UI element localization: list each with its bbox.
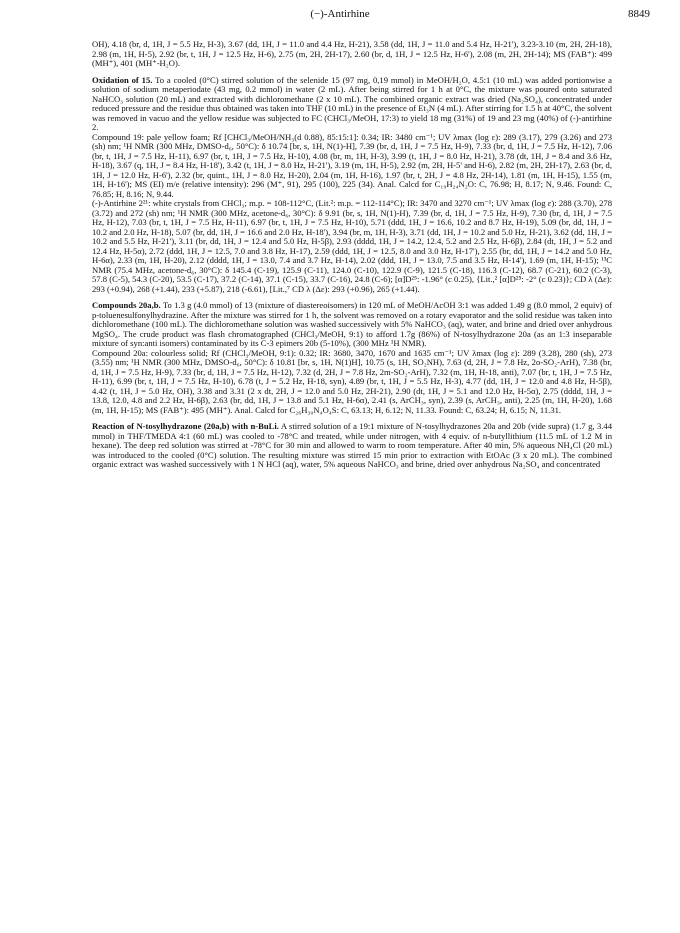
paragraph-text: To 1.3 g (4.0 mmol) of 13 (mixture of diastereoisomers) in 120 mL of MeOH/AcOH 3:1 was added 1.49 g (8.0 mmol, 2 equiv) of p-toluenesulfonylhydrazine. After the mixture was stirred for 1 h, the solvent was removed on a rotary evaporator and the solid residue was taken into dichloromethane (100 mL). The dichloromethane solution was washed successively with 5% NaHCO₃ (aq), water, and brine and dried over anhydrous MgSO₄. The crude product was flash chromatographed (CHCl₃/MeOH, 9:1) to afford 1.7g (86%) of N-tosylhydrazone 20a (as an 1:3 inseparable mixture of syn:anti isomers) contaminated by its C-3 epimers 20b (5-10%), (300 MHz ¹H NMR). bbox=[92, 300, 612, 348]
paragraph-compound-20a bbox=[92, 349, 612, 416]
paragraph-text: To a cooled (0°C) stirred solution of the selenide 15 (97 mg, 0,19 mmol) in MeOH/H₂O, 4.5:1 (10 mL) was added portionwise a solution of sodium metaperiodate (43 mg, 0.2 mmol) in water (2 mL). After being stirred for 1 h at 0°C, the mixture was poured onto saturated NaHCO₃ solution (20 mL) and extracted with dichloromethane (2 x 10 mL). The combined organic extract was dried (Na₂SO₄), concentrated under reduced pressure and the residue thus obtained was taken into THF (10 mL) in the presence of Et₃N (4 mL). After stirring for 1.5 h at 40°C, the solvent was removed in vacuo and the yellow residue was subjected to FC (CHCl₃/MeOH, 17:3) to yield 18 mg (31%) of 19 and 23 mg (40%) of (-)-antirhine 2. bbox=[92, 74, 612, 132]
paragraph-compounds-20ab bbox=[92, 301, 612, 349]
paragraph-oxidation-of-15 bbox=[92, 76, 612, 133]
paragraph-nmr-continuation bbox=[92, 40, 612, 69]
paragraph-compound-19 bbox=[92, 133, 612, 200]
running-title: (−)-Antirhine bbox=[310, 8, 370, 20]
paragraph-text: Compound 20a: colourless solid; Rf (CHCl₃/MeOH, 9:1): 0.32; IR: 3680, 3470, 1670 and 1635 cm⁻¹; UV λmax (log ε): 289 (3.28), 280 (sh), 273 (3.55) nm; ¹H NMR (300 MHz, DMSO-d₆, 50°C): δ 10.81 [br, s, 1H, N(1)H], 10.75 (s, 1H, SO₂NH), 7.63 (d, 2H, J = 7.8 Hz, 2o-SO₂-ArH), 7.38 (br, d, 1H, J = 7.5 Hz, H-9), 7.33 (br, d, 1H, J = 7.5 Hz, H-12), 7.32 (d, 2H, J = 7.8 Hz, 2m-SO₂-ArH), 7.32 (m, 1H, H-18, anti), 7.07 (br, t, 1H, J = 7.5 Hz, H-11), 6.99 (br, t, 1H, J = 7.5 Hz, H-10), 6.78 (t, J = 5.2 Hz, H-18, syn), 4.89 (br, t, 1H, J = 5.5 Hz, H-3), 4.77 (dd, 1H, J = 12.0 and 4.8 Hz, H-5β), 4.42 (t, 1H, J = 5.0 Hz, OH), 3.38 and 3.31 (2 x dt, 2H, J = 12.0 and 5.0 Hz, 2H-21), 2.90 (dt, 1H, J = 5.1 and 12.0 Hz, H-5α), 2.75 (dddd, 1H, J = 13.8, 12.0, 4.8 and 2.2 Hz, H-6β), 2.63 (br, dd, 1H, J = 13.8 and 5.1 Hz, H-6α), 2.41 (s, ArCH₃, syn), 2.39 (s, ArCH₃, anti), 2.25 (m, 1H, H-20), 1.68 (m, 1H, H-15); MS (FAB⁺): 495 (MH⁺). Anal. Calcd for C₂₆H₃₀N₄O₄S: C, 63.13; H, 6.12; N, 11.33. Found: C, 63.24; H, 6.15; N, 11.31. bbox=[92, 347, 612, 415]
paragraph-text: (-)-Antirhine 2²¹: white crystals from CHCl₃; m.p. = 108-112°C, (Lit.²: m.p. = 112-114°C); IR: 3470 and 3270 cm⁻¹; UV λmax (log ε): 288 (3.70), 278 (3.72) and 272 (sh) nm; ¹H NMR (300 MHz, acetone-d₆, 30°C): δ 9.91 (br, s, 1H, N(1)-H), 7.39 (br, d, 1H, J = 7.5 Hz, H-9), 7.30 (br, d, 1H, J = 7.5 Hz, H-12), 7.03 (br, t, 1H, J = 7.5 Hz, H-11), 6.97 (br, t, 1H, J = 7.5 Hz, H-10), 5.71 (ddd, 1H, J = 16.6, 10.2 and 8.7 Hz, H-19), 5.09 (br, dd, 1H, J = 10.2 and 2.0 Hz, H-18), 5.07 (br, dd, 1H, J = 16.6 and 2.0 Hz, H-18'), 3.94 (br, m, 1H, H-3), 3.71 (dd, 1H, J = 10.2 and 5.0 Hz, H-21), 3.62 (dd, 1H, J = 10.2 and 5.5 Hz, H-21'), 3.11 (br, dd, 1H, J = 12.4 and 5.0 Hz, H-5β), 2.93 (dddd, 1H, J = 14.2, 12.4, 5.2 and 2.5 Hz, H-6β), 2.84 (dt, 1H, J = 5.2 and 12.4 Hz, H-5α), 2.72 (ddd, 1H, J = 12.5, 7.0 and 3.8 Hz, H-17), 2.59 (ddd, 1H, J = 12.5, 8.0 and 3.0 Hz, H-17'), 2.55 (br, dd, 1H, J = 14.2 and 5.0 Hz, H-6α), 2.33 (m, 1H, H-20), 2.12 (dddd, 1H, J = 13.0, 7.4 and 3.7 Hz, H-14), 2.02 (ddd, 1H, J = 13.0, 7.5 and 3.5 Hz, H-14'), 1.69 (m, 1H, H-15); ¹³C NMR (75.4 MHz, acetone-d₆, 30°C): δ 145.4 (C-19), 125.9 (C-11), 124.0 (C-10), 122.9 (C-9), 121.5 (C-18), 116.3 (C-12), 68.7 (C-21), 60.2 (C-3), 57.8 (C-5), 54.3 (C-20), 53.5 (C-17), 37.2 (C-14), 37.1 (C-15), 33.7 (C-16), 24.8 (C-6); [α]D²⁵: -1.96° (c 0.25), {Lit.,² [α]D²⁵: -2° (c 0.23)}; CD λ (Δε): 293 (+0.94), 268 (+1.44), 233 (+5.87), 218 (-6.61), [Lit.,⁷ CD λ (Δε): 293 (+0.96), 265 (+1.44). bbox=[92, 198, 612, 294]
paragraph-heading: Compounds 20a,b. bbox=[92, 300, 161, 310]
paragraph-antirhine bbox=[92, 199, 612, 294]
paragraph-heading: Oxidation of 15. bbox=[92, 74, 153, 85]
paragraph-reaction-nbuli bbox=[92, 422, 612, 470]
page-number: 8849 bbox=[628, 8, 650, 20]
paragraph-text: A stirred solution of a 19:1 mixture of N-tosylhydrazones 20a and 20b (vide supra) (1.7 g, 3.44 mmol) in THF/TMEDA 4:1 (60 mL) was cooled to -78°C and treated, while under nitrogen, with 4 equiv. of n-butyllithium (11.5 mL of 1.2 M in hexane). The deep red solution was stirred at -78°C for 30 min and allowed to warm to room temperature. After 40 min, 5% aqueous NH₄Cl (20 mL) was introduced to the cooled (0°C) solution. The resulting mixture was stirred 15 min prior to extraction with EtOAc (3 x 20 mL). The combined organic extract was washed successively with 1 N HCl (aq), water, 5% aqueous NaHCO₃ and brine, dried over anhydrous Na₂SO₄ and concentrated bbox=[92, 421, 612, 469]
body-text bbox=[92, 40, 612, 470]
paragraph-text: OH), 4.18 (br, d, 1H, J = 5.5 Hz, H-3), 3.67 (dd, 1H, J = 11.0 and 4.4 Hz, H-21), 3.58 (dd, 1H, J = 11.0 and 5.4 Hz, H-21'), 3.23-3.10 (m, 2H, 2H-18), 2.98 (m, 1H, H-5), 2.92 (br, t, 1H, J = 12.5 Hz, H-6), 2.75 (m, 2H, 2H-17), 2.60 (br, d, 1H, J = 12.5 Hz, H-6'), 2.08 (m, 2H, 2H-14); MS (FAB⁺): 499 (MH⁺), 401 (MH⁺-H₂O). bbox=[92, 39, 612, 68]
paragraph-heading: Reaction of N-tosylhydrazone (20a,b) with n-BuLi. bbox=[92, 421, 279, 431]
paragraph-text: Compound 19: pale yellow foam; Rf [CHCl₃/MeOH/NH₃(d 0.88), 85:15:1]: 0.34; IR: 3480 cm⁻¹; UV λmax (log ε): 289 (3.17), 279 (3.26) and 273 (sh) nm; ¹H NMR (300 MHz, DMSO-d₆, 50°C): δ 10.74 [br, s, 1H, N(1)-H], 7.39 (br, d, 1H, J = 7.5 Hz, H-9), 7.33 (br, d, 1H, J = 7.5 Hz, H-12), 7.06 (br, t, 1H, J = 7.5 Hz, H-11), 6.97 (br, t, 1H, J = 7.5 Hz, H-10), 4.08 (br, m, 1H, H-3), 3.99 (t, 1H, J = 8.0 Hz, H-21), 3.78 (dt, 1H, J = 8.4 and 3.6 Hz, H-18), 3.67 (q, 1H, J = 8.4 Hz, H-18'), 3.42 (t, 1H, J = 8.0 Hz, H-21'), 3.19 (m, 1H, H-5), 2.92 (m, 2H, H-5' and H-6), 2.82 (m, 2H, 2H-17), 2.63 (br, d, 1H, J = 12.0 Hz, H-6'), 2.32 (br, quint., 1H, J = 8.0 Hz, H-20), 2.04 (m, 1H, H-16), 1.97 (br, t, 2H, J = 4.8 Hz, 2H-14), 1.81 (m, 1H, H-15), 1.55 (m, 1H, H-16'); MS (EI) m/e (relative intensity): 296 (M⁺, 91), 295 (100), 225 (34). Anal. Calcd for C₁₉H₂₄N₂O: C, 76.98; H, 8.17; N, 9.46. Found: C, 76.85; H, 8.16; N, 9.44. bbox=[92, 131, 612, 199]
